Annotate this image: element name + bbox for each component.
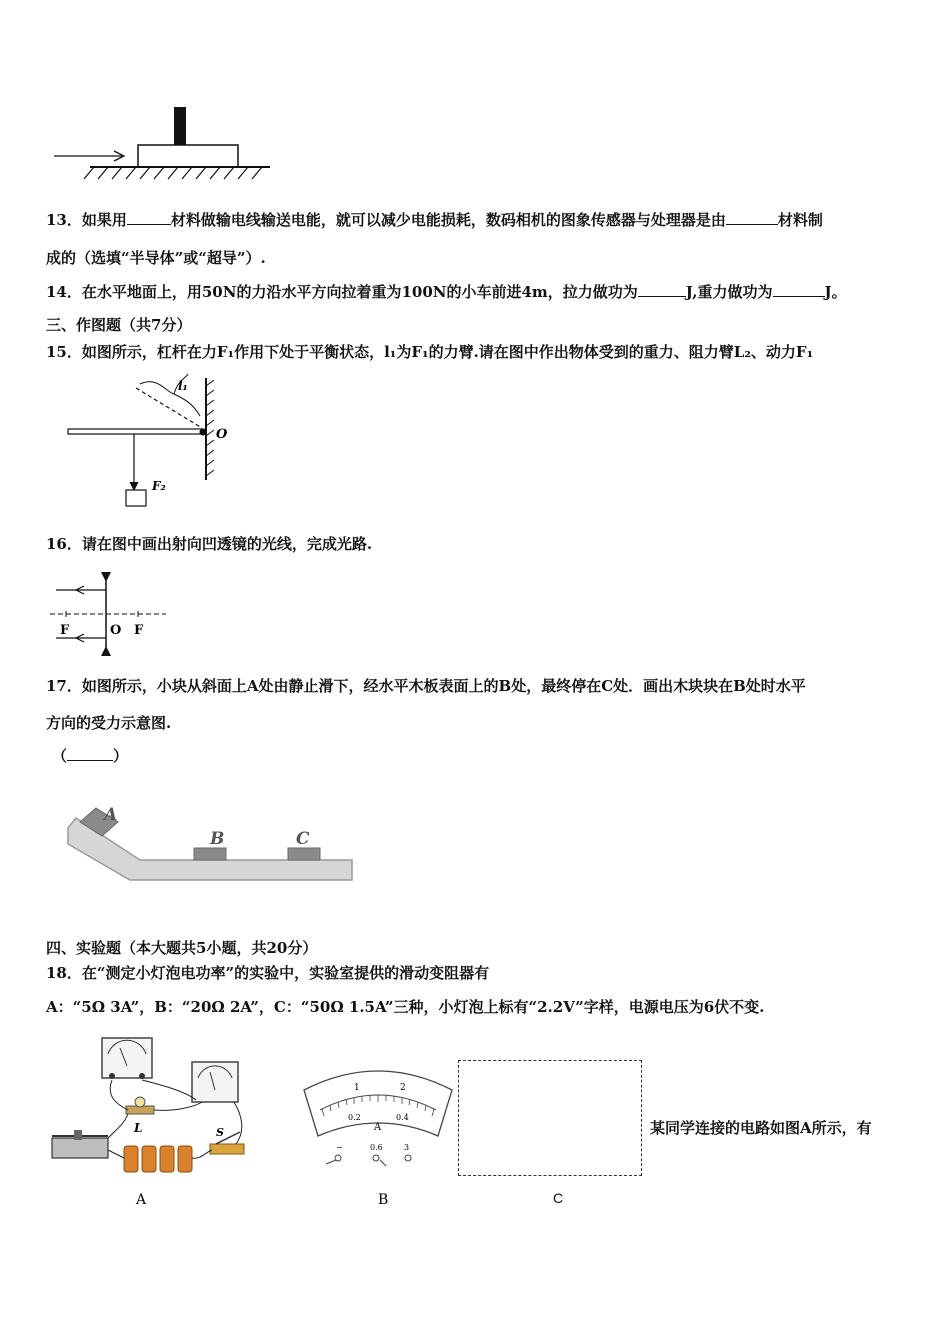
q18-label-a: A [136,1192,147,1208]
q17-blank[interactable] [67,746,113,761]
q18-line1: 18．在“测定小灯泡电功率”的实验中，实验室提供的滑动变阻器有 [46,964,490,982]
q17-answer: （ ） [52,747,129,765]
q16-label-f-right: F [134,623,144,638]
q16-label-f-left: F [60,623,70,638]
q18-label-c: C [553,1190,564,1206]
q14-blank-1[interactable] [638,282,686,297]
q14-blank-2[interactable] [773,282,825,297]
q17-label-a: A [104,805,118,825]
q17-line2: 方向的受力示意图. [46,714,172,732]
q18-scale-top-1: 1 [354,1083,360,1093]
q13-line1: 13．如果用 材料做输电线输送电能，就可以减少电能损耗，数码相机的图象传感器与处理器是由 材料制 [46,211,823,229]
section-4-heading: 四、实验题（本大题共5小题，共20分） [46,939,318,957]
q17-label-c: C [296,829,310,849]
q15-label-f2: F₂ [152,479,166,493]
q17-label-b: B [210,829,225,849]
q13-line2: 成的（选填“半导体”或“超导”）. [46,249,266,267]
q18-line2: A：“5Ω 3A”，B：“20Ω 2A”，C：“50Ω 1.5A”三种，小灯泡上标有“2.2V”字样，电源电压为6伏不变. [46,998,765,1016]
q17-incline-figure [60,790,370,900]
q18-terminal-3: 3 [404,1143,410,1152]
block-pull-figure [50,100,280,185]
q18-lamp-label: L [134,1121,143,1135]
q16-text: 16．请在图中画出射向凹透镜的光线，完成光路. [46,535,373,553]
section-3-heading: 三、作图题（共7分） [46,316,192,334]
q15-lever-figure [62,372,242,514]
q14-line: 14．在水平地面上，用50N的力沿水平方向拉着重为100N的小车前进4m，拉力做功为 J,重力做功为 J。 [46,283,847,301]
q13-blank-2[interactable] [726,210,778,225]
q13-blank-1[interactable] [127,210,171,225]
q18-scale-bottom-2: 0.4 [396,1113,409,1122]
q18-terminal-neg: − [336,1143,343,1152]
q15-text: 15．如图所示，杠杆在力F₁作用下处于平衡状态，l₁为F₁的力臂.请在图中作出物体受到的重力、阻力臂L₂、动力F₁ [46,343,814,361]
q18-scale-top-2: 2 [400,1083,406,1093]
q15-label-l1: l₁ [178,379,188,393]
q18-figure-b-ammeter-dial [296,1060,466,1210]
q16-label-o: O [110,623,122,638]
q18-figure-a-circuit [46,1032,266,1212]
q17-line1: 17．如图所示，小块从斜面上A处由静止滑下，经水平木板表面上的B处，最终停在C处．画出木块块在B处时水平 [46,677,806,695]
q18-terminal-06: 0.6 [370,1143,383,1152]
q18-switch-label: S [216,1126,224,1139]
q18-label-b: B [378,1192,389,1208]
q18-side-text: 某同学连接的电路如图A所示，有 [650,1119,872,1137]
q18-meter-unit: A [374,1122,382,1133]
q16-lens-figure [46,566,170,660]
q18-scale-bottom-1: 0.2 [348,1113,361,1122]
q18-figure-c-answer-box[interactable] [458,1060,642,1176]
q15-label-o: O [216,427,228,442]
